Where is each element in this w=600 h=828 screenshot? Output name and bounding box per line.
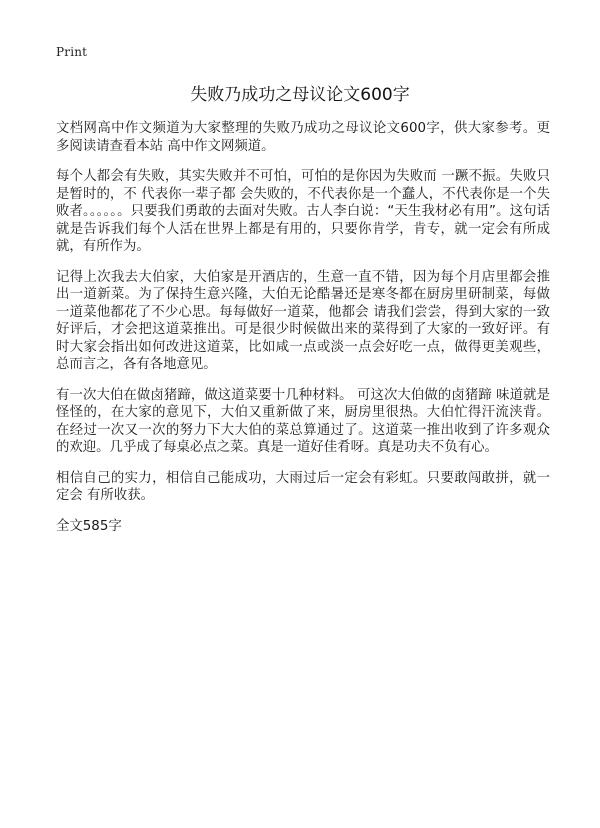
body-paragraph: 每个人都会有失败，其实失败并不可怕，可怕的是你因为失败而 一蹶不振。失败只是暂时的，不 代表你一辈子都 会失败的，不代表你是一个蠢人，不代表你是一个失败者。。。。。。只要我们勇敢的去面对失败。古人李白说：“天生我材必有用”。这句话就是告诉我们每个人活在世界上都是有用的，只要你肯学，肯专，就一定会有所成就，有所作为。	[56, 169, 550, 254]
conclusion-paragraph: 相信自己的实力，相信自己能成功，大雨过后一定会有彩虹。只要敢闯敢拼，就一定会 有所收获。	[56, 470, 550, 503]
print-link[interactable]: Print	[56, 45, 88, 59]
body-paragraph: 有一次大伯在做卤猪蹄，做这道菜要十几种材料。 可这次大伯做的卤猪蹄 味道就是怪怪的，在大家的意见下，大伯又重新做了来，厨房里很热。大伯忙得汗流浃背。在经过一次又一次的努力下大大伯的菜总算通过了。这道菜一推出收到了许多观众的欢迎。几乎成了每桌必点之菜。真是一道好佳肴呀。真是功夫不负有心。	[56, 387, 550, 455]
page-title: 失败乃成功之母议论文600字	[190, 85, 410, 105]
body-paragraph: 记得上次我去大伯家，大伯家是开酒店的，生意一直不错，因为每个月店里都会推出一道新菜。为了保持生意兴隆，大伯无论酷暑还是寒冬都在厨房里研制菜，每做一道菜他都花了不少心思。每每做好一道菜，他都会 请我们尝尝，得到大家的一致好评后，才会把这道菜推出。可是很少时候做出来的菜得到了大家的一致好评。有时大家会指出如何改进这道菜，比如咸一点或淡一点会好吃一点，做得更美观些，总而言之，各有各地意见。	[56, 269, 550, 372]
intro-paragraph: 文档网高中作文频道为大家整理的失败乃成功之母议论文600字，供大家参考。更多阅读请查看本站 高中作文网频道。	[56, 121, 550, 154]
article-body	[56, 120, 550, 548]
word-count: 全文585字	[56, 518, 122, 534]
